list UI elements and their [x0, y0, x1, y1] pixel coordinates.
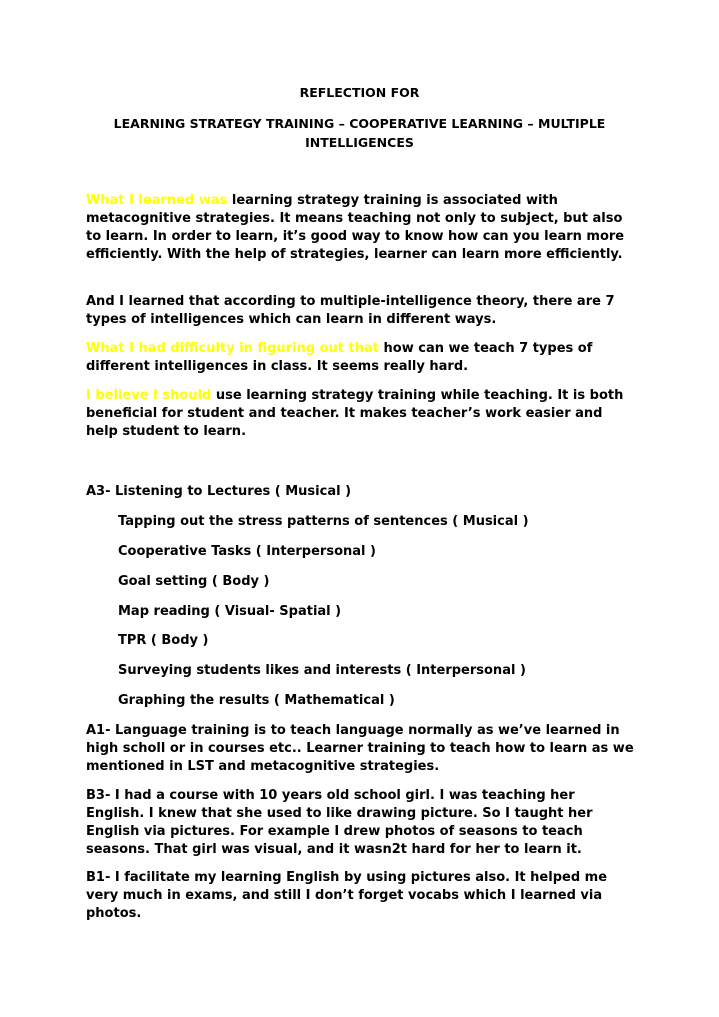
prompt-what-learned: What I learned was: [86, 193, 228, 208]
paragraph-believe: [86, 387, 636, 441]
a3-list-item: TPR ( Body ): [118, 633, 209, 648]
paragraph-what-learned: [86, 192, 636, 264]
answer-believe: use learning strategy training while teaching. It is both beneficial for student and teacher. It makes teacher’s work easier and help student to learn.: [86, 388, 624, 439]
a3-list-item: Tapping out the stress patterns of sentences ( Musical ): [118, 514, 529, 529]
document-title: REFLECTION FOR: [299, 85, 420, 100]
prompt-believe: I believe I should: [86, 388, 212, 403]
paragraph-difficulty: [86, 340, 636, 376]
answer-difficulty: how can we teach 7 types of different intelligences in class. It seems really hard.: [86, 341, 593, 374]
a3-list-item: Graphing the results ( Mathematical ): [118, 693, 395, 708]
a3-list-item: Goal setting ( Body ): [118, 574, 270, 589]
a3-list-item: Map reading ( Visual- Spatial ): [118, 604, 342, 619]
document-subtitle: LEARNING STRATEGY TRAINING – COOPERATIVE LEARNING – MULTIPLE INTELLIGENCES: [113, 116, 606, 150]
prompt-difficulty: What I had difficulty in figuring out that: [86, 341, 379, 356]
paragraph-b1: B1- I facilitate my learning English by using pictures also. It helped me very much in exams, and still I don’t forget vocabs which I learned via photos.: [86, 870, 608, 921]
paragraph-b3: B3- I had a course with 10 years old school girl. I was teaching her English. I knew that she used to like drawing picture. So I taught her English via pictures. For example I drew photos of seasons to teach seasons. That girl was visual, and it wasn2t hard for her to learn it.: [86, 788, 593, 857]
a3-heading: A3- Listening to Lectures ( Musical ): [86, 484, 352, 499]
a3-list-item: Cooperative Tasks ( Interpersonal ): [118, 544, 376, 559]
paragraph-a1: A1- Language training is to teach language normally as we’ve learned in high scholl or in courses etc.. Learner training to teach how to learn as we mentioned in LST and metacognitive strategies.: [86, 723, 634, 774]
a3-list-item: Surveying students likes and interests ( Interpersonal ): [118, 663, 526, 678]
answer-what-learned: learning strategy training is associated with metacognitive strategies. It means teaching not only to subject, but also to learn. In order to learn, it’s good way to know how can you learn more efficiently. With the help of strategies, learner can learn more efficiently.: [86, 193, 625, 262]
paragraph-multiple-intelligence: And I learned that according to multiple-intelligence theory, there are 7 types of intelligences which can learn in different ways.: [86, 294, 615, 327]
